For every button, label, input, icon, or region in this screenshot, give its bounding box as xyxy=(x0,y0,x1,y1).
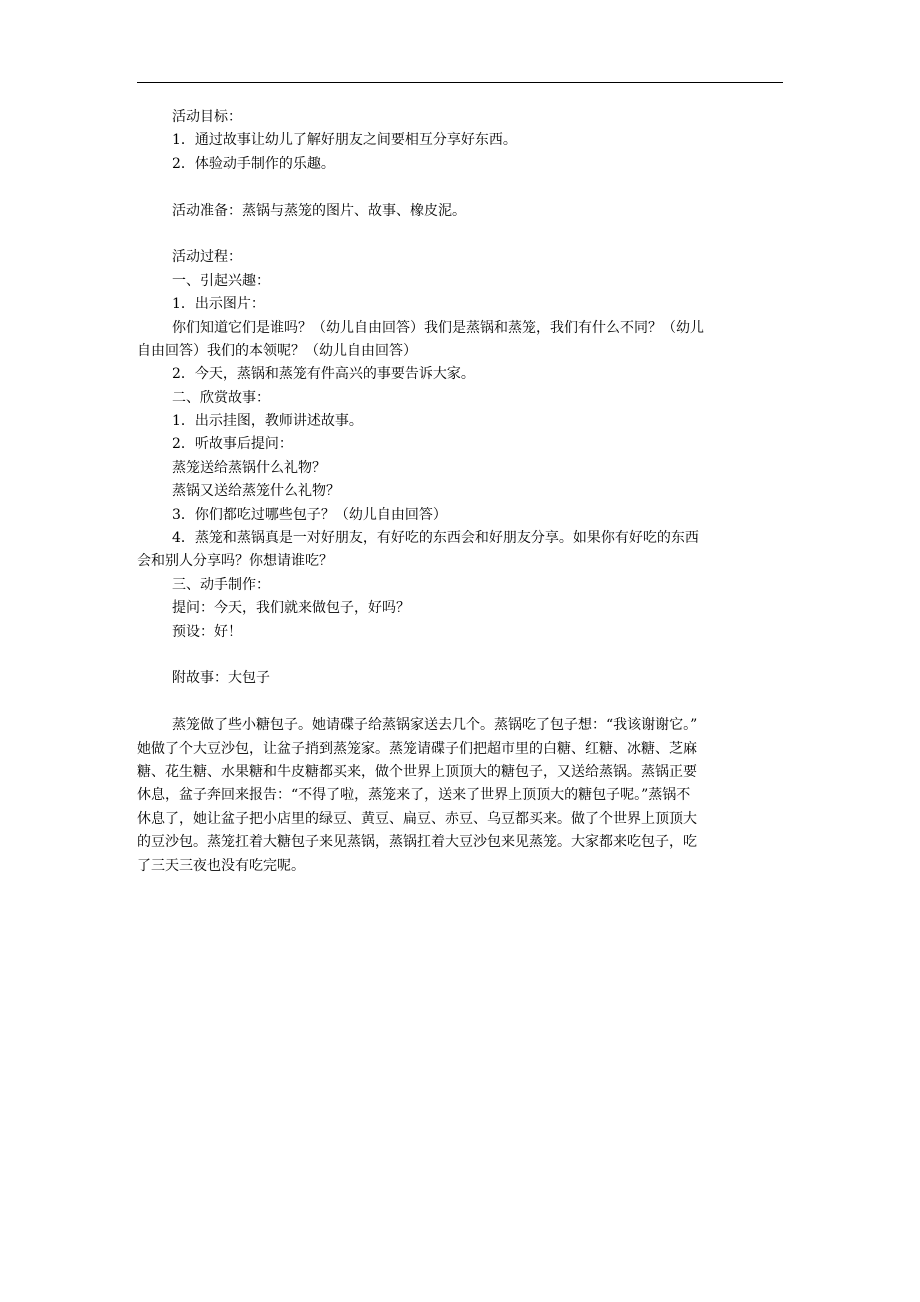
spacer xyxy=(137,176,783,199)
goal-item-2: 2．体验动手制作的乐趣。 xyxy=(172,155,335,172)
section-3-title: 三、动手制作： xyxy=(172,576,270,593)
s2-item-1: 1．出示挂图，教师讲述故事。 xyxy=(172,413,363,430)
story-line-3: 糖、花生糖、水果糖和牛皮糖都买来，做个世界上顶顶大的糖包子，又送给蒸锅。蒸锅正要 xyxy=(137,763,697,780)
header-rule xyxy=(137,82,783,83)
story-line-1: 蒸笼做了些小糖包子。她请碟子给蒸锅家送去几个。蒸锅吃了包子想：“我该谢谢它。” xyxy=(172,717,698,734)
s2-item-4-line-2: 会和别人分享吗？你想请谁吃？ xyxy=(137,553,333,570)
document-page xyxy=(137,106,783,878)
section-1-title: 一、引起兴趣： xyxy=(172,272,270,289)
s2-item-4-line-1: 4．蒸笼和蒸锅真是一对好朋友，有好吃的东西会和好朋友分享。如果你有好吃的东西 xyxy=(172,530,699,547)
s1-question-line-1: 你们知道它们是谁吗？（幼儿自由回答）我们是蒸锅和蒸笼，我们有什么不同？（幼儿 xyxy=(172,319,704,336)
story-line-2: 她做了个大豆沙包，让盆子捎到蒸笼家。蒸笼请碟子们把超市里的白糖、红糖、冰糖、芝麻 xyxy=(137,740,697,757)
s2-item-3: 3．你们都吃过哪些包子？（幼儿自由回答） xyxy=(172,506,447,523)
spacer xyxy=(137,691,783,714)
section-2-title: 二、欣赏故事： xyxy=(172,389,270,406)
goal-item-1: 1．通过故事让幼儿了解好朋友之间要相互分享好东西。 xyxy=(172,132,517,149)
story-line-4: 休息，盆子奔回来报告：“不得了啦，蒸笼来了，送来了世界上顶顶大的糖包子呢。”蒸锅不 xyxy=(137,787,691,804)
process-heading: 活动过程： xyxy=(172,249,242,266)
story-line-7: 了三天三夜也没有吃完呢。 xyxy=(137,857,305,874)
s2-item-2: 2．听故事后提问： xyxy=(172,436,293,453)
s1-item-1: 1．出示图片： xyxy=(172,296,265,313)
s3-ask: 提问：今天，我们就来做包子，好吗？ xyxy=(172,600,410,617)
prep-line: 活动准备：蒸锅与蒸笼的图片、故事、橡皮泥。 xyxy=(172,202,466,219)
story-heading: 附故事：大包子 xyxy=(172,670,270,687)
story-line-5: 休息了，她让盆子把小店里的绿豆、黄豆、扁豆、赤豆、乌豆都买来。做了个世界上顶顶大 xyxy=(137,810,697,827)
goals-heading: 活动目标： xyxy=(172,109,242,125)
s2-question-2: 蒸锅又送给蒸笼什么礼物？ xyxy=(172,483,340,500)
s1-item-2: 2．今天，蒸锅和蒸笼有件高兴的事要告诉大家。 xyxy=(172,366,475,383)
spacer xyxy=(137,644,783,667)
spacer xyxy=(137,223,783,246)
story-line-6: 的豆沙包。蒸笼扛着大糖包子来见蒸锅，蒸锅扛着大豆沙包来见蒸笼。大家都来吃包子，吃 xyxy=(137,834,697,851)
s1-question-line-2: 自由回答）我们的本领呢？（幼儿自由回答） xyxy=(137,342,417,359)
s3-preset: 预设：好！ xyxy=(172,623,242,640)
s2-question-1: 蒸笼送给蒸锅什么礼物？ xyxy=(172,459,326,476)
